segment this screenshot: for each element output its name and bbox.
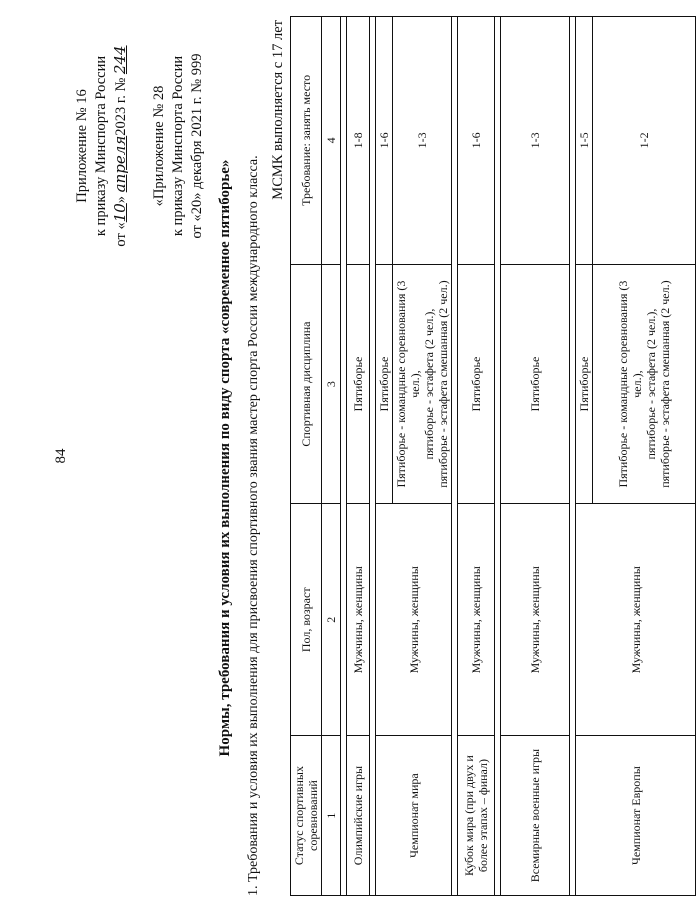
appendix-16-line2: к приказу Минспорта России: [93, 55, 109, 237]
appendix-16-block: [73, 16, 131, 276]
handwritten-month: апреля: [111, 135, 129, 193]
header-status: Статус спортивных соревнований: [291, 736, 322, 896]
date-year: 2023 г. №: [113, 74, 129, 136]
discipline-line: пятиборье - эстафета смешанная (2 чел.): [436, 280, 450, 488]
row-place: 1-3: [501, 17, 570, 265]
msmk-note: МСМК выполняется с 17 лет: [270, 20, 286, 200]
row-discipline: Пятиборье: [576, 264, 593, 504]
header-place: Требование: занять место: [291, 17, 322, 265]
col-number: 2: [322, 504, 341, 736]
row-gender: Мужчины, женщины: [376, 504, 452, 736]
handwritten-day: 10: [111, 203, 129, 223]
date-mid: »: [113, 192, 129, 204]
row-place: 1-8: [347, 17, 370, 265]
table-number-row: [322, 17, 341, 896]
appendix-28-line2: к приказу Минспорта России: [170, 55, 186, 237]
table-header-row: [291, 17, 322, 896]
header-gender: Пол, возраст: [291, 504, 322, 736]
table-row: [376, 17, 393, 896]
row-status: Кубок мира (при двух и более этапах – финал): [458, 736, 495, 896]
discipline-line: пятиборье - эстафета смешанная (2 чел.): [658, 280, 672, 488]
col-number: 1: [322, 736, 341, 896]
appendix-16-line3: [111, 16, 131, 276]
discipline-line: пятиборье - эстафета (2 чел.),: [644, 308, 658, 460]
discipline-line: Пятиборье - командные соревнования (3 чел.),: [394, 280, 422, 488]
row-gender: Мужчины, женщины: [501, 504, 570, 736]
handwritten-number: 244: [111, 45, 129, 75]
appendix-28-line3: от «20» декабря 2021 г. № 999: [189, 53, 205, 239]
row-place: 1-5: [576, 17, 593, 265]
row-discipline-multi: [593, 264, 696, 504]
page-number: 84: [53, 448, 69, 464]
table-row: [501, 17, 570, 896]
row-discipline: Пятиборье: [347, 264, 370, 504]
requirements-table: [290, 16, 696, 896]
intro-paragraph: 1. Требования и условия их выполнения для присвоения спортивного звания мастер спорта России международного класса.: [246, 155, 261, 896]
table-row: [576, 17, 593, 896]
row-status: Всемирные военные игры: [501, 736, 570, 896]
header-discipline: Спортивная дисциплина: [291, 264, 322, 504]
row-gender: Мужчины, женщины: [576, 504, 696, 736]
table-row: [458, 17, 495, 896]
row-gender: Мужчины, женщины: [458, 504, 495, 736]
row-discipline: Пятиборье: [376, 264, 393, 504]
appendix-28-line1: «Приложение № 28: [151, 85, 167, 207]
date-prefix: от «: [113, 222, 129, 247]
row-status: Олимпийские игры: [347, 736, 370, 896]
row-place: 1-2: [593, 17, 696, 265]
discipline-line: Пятиборье - командные соревнования (3 чел.),: [616, 280, 644, 488]
row-status: Чемпионат мира: [376, 736, 452, 896]
row-gender: Мужчины, женщины: [347, 504, 370, 736]
appendix-16-line1: Приложение № 16: [74, 89, 90, 203]
row-discipline-multi: [393, 264, 452, 504]
appendix-28-block: [150, 16, 207, 276]
row-discipline: Пятиборье: [458, 264, 495, 504]
row-status: Чемпионат Европы: [576, 736, 696, 896]
table-row: [347, 17, 370, 896]
row-place: 1-6: [458, 17, 495, 265]
col-number: 4: [322, 17, 341, 265]
row-discipline: Пятиборье: [501, 264, 570, 504]
discipline-line: пятиборье - эстафета (2 чел.),: [422, 308, 436, 460]
row-place: 1-3: [393, 17, 452, 265]
col-number: 3: [322, 264, 341, 504]
document-title: Нормы, требования и условия их выполнения по виду спорта «современное пятиборье»: [217, 159, 233, 757]
row-place: 1-6: [376, 17, 393, 265]
